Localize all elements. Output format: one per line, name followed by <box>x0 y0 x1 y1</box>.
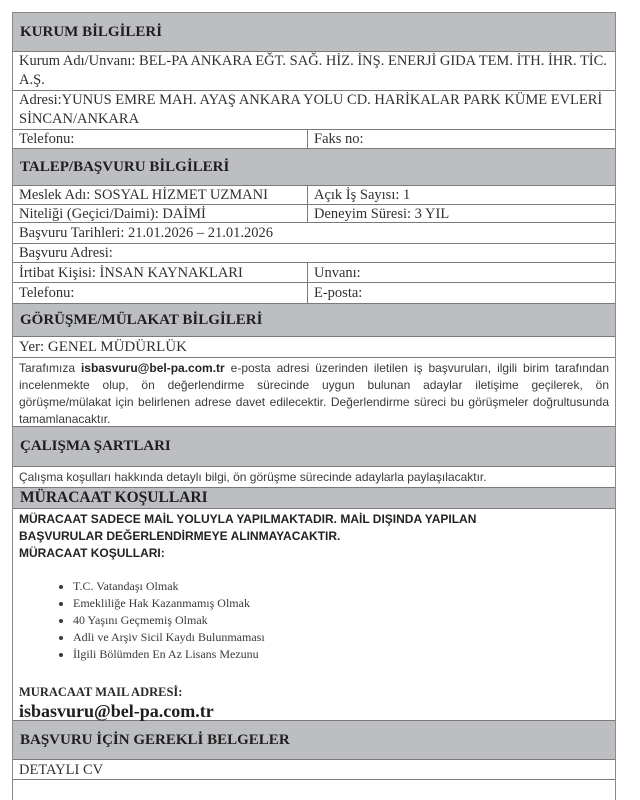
requirement-item: • İlgili Bölümden En Az Lisans Mezunu <box>73 646 609 663</box>
kurum-phone: Telefonu: <box>13 130 308 148</box>
section-title: KURUM BİLGİLERİ <box>20 23 163 40</box>
interview-paragraph <box>13 358 615 427</box>
occupation: Meslek Adı: SOSYAL HİZMET UZMANI <box>13 186 308 204</box>
working-conditions <box>13 467 615 488</box>
interview-location <box>13 337 615 358</box>
section-header-kurum <box>13 13 615 52</box>
contact-phone: Telefonu: <box>13 283 308 303</box>
contact-person: İrtibat Kişisi: İNSAN KAYNAKLARI <box>13 263 308 282</box>
required-document <box>13 760 615 780</box>
section-header-talep <box>13 149 615 186</box>
application-notice: MÜRACAAT SADECE MAİL YOLUYLA YAPILMAKTADIR. MAİL DIŞINDA YAPILAN BAŞVURULAR DEĞERLENDİRMEYE ALINMAYACAKTIR. <box>19 512 477 543</box>
working-conditions-text: Çalışma koşulları hakkında detaylı bilgi, ön görüşme sürecinde adaylarla paylaşılacaktır. <box>19 470 487 484</box>
application-address-text: Başvuru Adresi: <box>19 245 113 261</box>
requirement-item: • Adli ve Arşiv Sicil Kaydı Bulunmaması <box>73 629 609 646</box>
kurum-address-row <box>13 91 615 130</box>
contact-title: Unvanı: <box>314 265 361 281</box>
job-posting-document <box>12 12 616 800</box>
kurum-fax: Faks no: <box>314 131 364 147</box>
requirement-item: • Emekliliğe Hak Kazanmamış Olmak <box>73 595 609 612</box>
section-title: GÖRÜŞME/MÜLAKAT BİLGİLERİ <box>20 311 263 328</box>
kurum-address: Adresi:YUNUS EMRE MAH. AYAŞ ANKARA YOLU CD. HARİKALAR PARK KÜME EVLERİ SİNCAN/ANKARA <box>19 92 603 127</box>
application-dates <box>13 223 615 244</box>
section-header-belgeler <box>13 721 615 760</box>
talep-row-contact <box>13 263 615 283</box>
application-conditions-body <box>13 509 615 721</box>
kurum-contact-row <box>13 130 615 149</box>
requirement-item: • 40 Yaşını Geçmemiş Olmak <box>73 612 609 629</box>
experience: Deneyim Süresi: 3 YIL <box>314 206 450 222</box>
paragraph-text: e-posta adresi üzerinden iletilen iş başvuruları, ilgili birim tarafından incelenmekte olup, ön değerlendirme sürecinde uygun bulunan adaylar iletişime geçilerek, ön görüşme/mülakat için belirlenen adrese davet edilecektir. Değerlendirme süreci bu görüşmeler doğrultusunda tamamlanacaktır. <box>19 361 610 426</box>
interview-location-text: Yer: GENEL MÜDÜRLÜK <box>19 339 187 355</box>
conditions-label: MÜRACAAT KOŞULLARI: <box>19 546 165 560</box>
section-title: TALEP/BAŞVURU BİLGİLERİ <box>20 158 230 175</box>
section-header-calisma <box>13 427 615 467</box>
empty-row <box>13 780 615 800</box>
section-title: BAŞVURU İÇİN GEREKLİ BELGELER <box>20 731 290 748</box>
section-header-gorusme <box>13 304 615 337</box>
kurum-name: Kurum Adı/Unvanı: BEL-PA ANKARA EĞT. SAĞ. HİZ. İNŞ. ENERJİ GIDA TEM. İTH. İHR. TİC. A.Ş. <box>19 53 607 88</box>
employment-type: Niteliği (Geçici/Daimi): DAİMİ <box>13 205 308 222</box>
contact-email: E-posta: <box>314 285 363 301</box>
application-dates-text: Başvuru Tarihleri: 21.01.2026 – 21.01.2026 <box>19 225 274 241</box>
section-title: MÜRACAAT KOŞULLARI <box>20 489 208 506</box>
mail-address[interactable]: isbasvuru@bel-pa.com.tr <box>19 701 214 721</box>
talep-row-2 <box>13 205 615 223</box>
section-header-muracaat <box>13 488 615 509</box>
section-title: ÇALIŞMA ŞARTLARI <box>20 438 171 454</box>
requirements-list <box>19 578 609 663</box>
requirement-item: • T.C. Vatandaşı Olmak <box>73 578 609 595</box>
talep-row-phone <box>13 283 615 304</box>
email-link[interactable]: isbasvuru@bel-pa.com.tr <box>80 361 225 375</box>
kurum-name-row <box>13 52 615 91</box>
required-document-text: DETAYLI CV <box>19 762 104 778</box>
application-address <box>13 244 615 263</box>
mail-address-label: MURACAAT MAIL ADRESİ: <box>19 685 183 699</box>
open-positions: Açık İş Sayısı: 1 <box>314 187 411 203</box>
talep-row-1 <box>13 186 615 205</box>
paragraph-text: Tarafımıza <box>19 361 81 375</box>
